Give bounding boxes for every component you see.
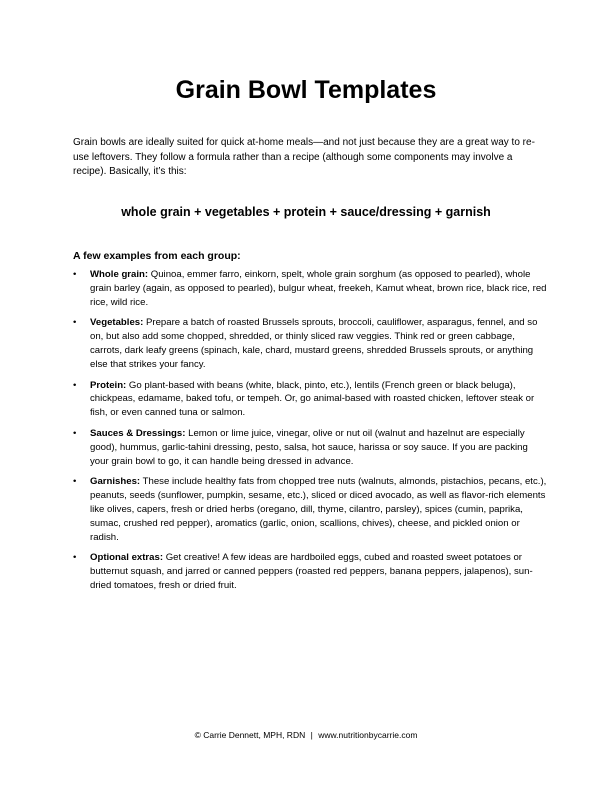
bullet-icon: • [73,317,77,329]
item-label: Sauces & Dressings: [90,427,186,439]
list-item-vegetables [73,316,547,371]
list-item-optional-extras [73,551,547,592]
item-text: Get creative! A few ideas are hardboiled eggs, cubed and roasted sweet potatoes or butternut squash, and jarred or canned peppers (roasted red peppers, banana peppers, jalapenos), sun-dried tomatoes, fresh or dried fruit. [90,552,533,591]
examples-heading: A few examples from each group: [73,250,241,262]
footer-website-link[interactable]: www.nutritionbycarrie.com [318,730,418,740]
examples-list [73,268,547,600]
list-item-whole-grain [73,268,547,309]
bullet-icon: • [73,427,77,439]
item-text: Go plant-based with beans (white, black, pinto, etc.), lentils (French green or black beluga), chickpeas, edamame, baked tofu, or tempeh. Or, go animal-based with roasted chicken, leftover steak or fish, or even canned tuna or salmon. [90,379,535,419]
page-title: Grain Bowl Templates [175,76,437,104]
item-text: Quinoa, emmer farro, einkorn, spelt, whole grain sorghum (as opposed to pearled), whole grain barley (again, as opposed to pearled), bulgur wheat, freekeh, Kamut wheat, brown rice, black rice, red rice, wild rice. [90,269,547,308]
footer-separator: | [310,730,313,740]
item-text: Lemon or lime juice, vinegar, olive or nut oil (walnut and hazelnut are especially good), hummus, garlic-tahini dressing, pesto, salsa, hot sauce, harissa or soy sauce. If you are packing your grain bowl to go, it can handle being dressed in advance. [90,427,528,467]
bullet-icon: • [73,552,77,564]
bullet-icon: • [73,269,77,280]
list-item-sauces-dressings [73,427,547,468]
item-label: Vegetables: [90,317,144,329]
grain-bowl-formula: whole grain + vegetables + protein + sauce/dressing + garnish [121,205,491,219]
footer-credit: © Carrie Dennett, MPH, RDN [194,730,306,740]
bullet-icon: • [73,476,77,488]
item-label: Protein: [90,379,127,391]
item-text: These include healthy fats from chopped tree nuts (walnuts, almonds, pistachios, pecans, etc.), peanuts, seeds (sunflower, pumpkin, sesame, etc.), sliced or diced avocado, as well as flavor-rich elements like olives, capers, fresh or dried herbs (oregano, dill, thyme, cilantro, parsley), spices (cumin, paprika, sumac, crushed red pepper), aromatics (garlic, onion, scallions, chives), cheese, and pickled onion or radish. [90,476,547,543]
item-label: Garnishes: [90,476,141,488]
bullet-icon: • [73,379,77,391]
list-item-protein [73,379,547,420]
page-footer [0,729,612,741]
item-label: Whole grain: [90,269,149,280]
item-text: Prepare a batch of roasted Brussels sprouts, broccoli, cauliflower, asparagus, fennel, and so on, but also add some chopped, shredded, or thinly sliced raw veggies. Think red or green cabbage, carrots, dark leafy greens (spinach, kale, chard, mustard greens, shredded Brussels sprouts, or anything else that strikes your fancy. [90,317,538,370]
item-label: Optional extras: [90,552,164,564]
list-item-garnishes [73,475,547,544]
intro-paragraph: Grain bowls are ideally suited for quick at-home meals—and not just because they are a great way to re-use leftovers. They follow a formula rather than a recipe (although some components may involve a recipe). Basically, it’s this: [73,137,535,177]
